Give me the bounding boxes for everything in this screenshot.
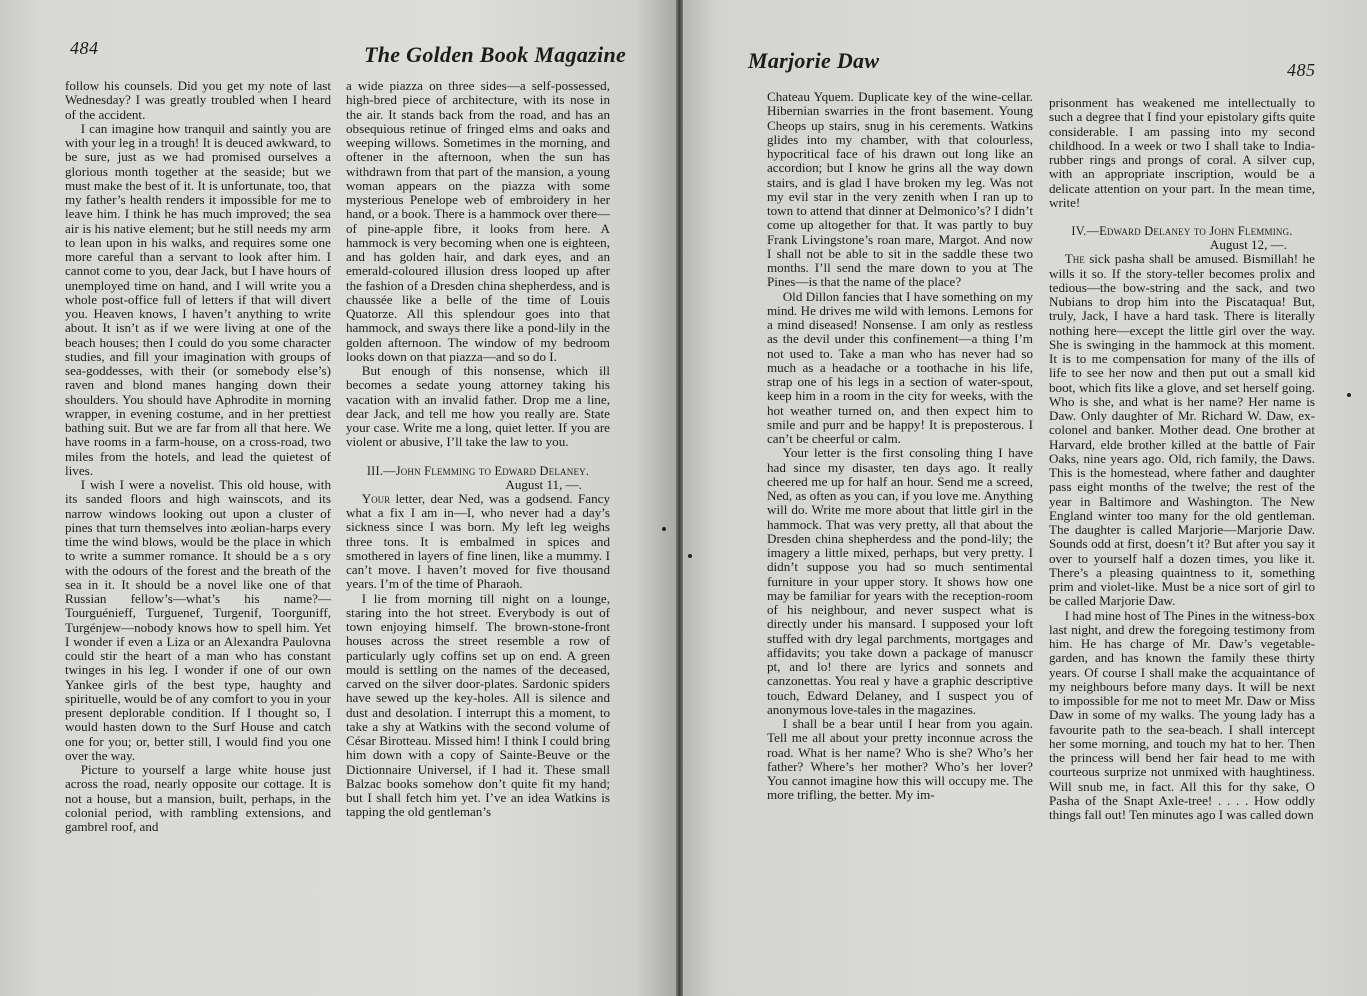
page-mark [662, 527, 666, 531]
paragraph-text: letter, dear Ned, was a godsend. Fancy what a fix I am in—I, who never had a day’s sickness since I was born. My left leg weighs three tons. It is embalmed in spices and smothered in layers of fine linen, like a mummy. I can’t move. I haven’t moved for five thousand years. I’m of the time of Pharaoh. [346, 490, 610, 592]
letter-dateline: August 11, —. [505, 476, 582, 492]
paragraph-text: I lie from morning till night on a lounge, staring into the hot street. Everybody is out of town enjoying himself. The brown-stone-front houses across the street resemble a row of particularly ugly coffins set up on end. A green mould is settling on the names of the deceased, carved on the silver door-plates. Sardonic spiders have sewed up the key-holes. All is silence and dust and desolation. I interrupt this a moment, to take a shy at Watkins with the second volume of César Birotteau. Missed him! I think I could bring him down with a copy of Sainte-Beuve or the Dictionnaire Universel, if I had it. These small Balzac books somehow don’t quite fit my hand; but I shall fetch him yet. I’ve an idea Watkins is tapping the old gentleman’s [346, 590, 610, 820]
paragraph-group [1049, 252, 1315, 822]
paragraph [767, 290, 1033, 447]
paragraph [1049, 609, 1315, 823]
left-page [0, 0, 676, 996]
paragraph-text: Your letter is the first consoling thing I have had since my disaster, ten days ago. It really cheered me up for half an hour. Send me a screed, Ned, as often as you can, if you love me. Anything will do. Write me more about that little girl in the hammock. That was very pretty, all that about the Dresden china shepherdess and the pond-lily; the imagery a little mixed, perhaps, but very pretty. I didn’t suppose you had so much sentimental furniture in your upper story. It shows how one may be familiar for years with the reception-room of his neighbour, and never suspect what is directly under his mansard. I supposed your loft stuffed with dry legal parchments, mortgages and affidavits; you take down a package of manuscr pt, and lo! there are lyrics and sonnets and canzonettas. You real y have a graphic descriptive touch, Edward Delaney, and I suspect you of anonymous love-tales in the magazines. [767, 445, 1033, 717]
paragraph-text: prisonment has weakened me intellectually to such a degree that I find your epistolary gifts quite considerable. I am passing into my second childhood. In a week or two I shall take to India-rubber rings and prongs of coral. A silver cup, with an appropriate inscription, would be a delicate attention on your part. In the mean time, write! [1049, 95, 1315, 210]
paragraph [767, 90, 1033, 290]
paragraph [346, 364, 610, 450]
paragraph [346, 79, 610, 364]
paragraph-text: But enough of this nonsense, which ill becomes a sedate young attorney taking his vacation with an invalid father. Drop me a line, dear Jack, and tell me how you really are. State your case. Write me a long, quiet letter. If you are violent or abusive, I’ll take the law to you. [346, 363, 610, 450]
paragraph [1049, 96, 1315, 210]
right-column-2 [1049, 96, 1315, 822]
paragraph-text: I can imagine how tranquil and saintly you are with your leg in a trough! It is deuced awkward, to be sure, just as we had promised ourselves a glorious month together at the seaside; but we must make the best of it. It is unfortunate, too, that my father’s health renders it impossible for me to leave him. I think he has much improved; the sea air is his native element; but he still needs my arm to lean upon in his walks, and requires some one more careful than a servant to look after him. I cannot come to you, dear Jack, but I have hours of unemployed time on hand, and I will write you a whole post-office full of letters if that will divert you. Heaven knows, I haven’t anything to write about. It isn’t as if we were living at one of the beach houses; then I could do you some character studies, and fill your imagination with groups of sea-goddesses, with their (or somebody else’s) raven and blond manes hanging down their shoulders. You should have Aphrodite in morning wrapper, in evening costume, and in her prettiest bathing suit. But we are far from all that here. We have rooms in a farm-house, on a cross-road, two miles from the hotels, and lead the quietest of lives. [65, 120, 331, 478]
paragraph-text: I had mine host of The Pines in the witness-box last night, and drew the foregoing testimony from him. He has charge of Mr. Daw’s vegetable-garden, and has known the family these thirty years. Of course I shall make the acquaintance of my neighbours before many days. It will be next to impossible for me not to meet Mr. Daw or Miss Daw in some of my walks. The young lady has a favourite path to the sea-beach. I shall intercept her some morning, and touch my hat to her. Then the princess will bend her fair head to me with courteous surprize not unmixed with haughtiness. Will snub me, in fact. All this for thy sake, O Pasha of the Snapt Axle-tree! . . . . How oddly things fall out! Ten minutes ago I was called down [1049, 607, 1315, 822]
lead-word: Your [361, 490, 391, 506]
left-column-1 [65, 79, 331, 834]
paragraph-text: a wide piazza on three sides—a self-possessed, high-bred piece of architecture, with its nose in the air. It stands back from the road, and has an obsequious retinue of fringed elms and oaks and weeping willows. Sometimes in the morning, and oftener in the afternoon, when the sun has withdrawn from that part of the mansion, a young woman appears on the piazza with some mysterious Penelope web of embroidery in her hand, or a book. There is a hammock over there—of pine-apple fibre, it looks from here. A hammock is very becoming when one is eighteen, and has golden hair, and dark eyes, and an emerald-coloured illusion dress looped up after the fashion of a Dresden china shepherdess, and is chaussée like a belle of the time of Louis Quatorze. All this splendour goes into that hammock, and sways there like a pond-lily in the golden afternoon. The window of my bedroom looks down on that piazza—and so do I. [346, 78, 610, 364]
paragraph-group [346, 79, 610, 450]
paragraph-text: I shall be a bear until I hear from you again. Tell me all about your pretty inconnue across the road. What is her name? Who is she? Who’s her father? Where’s her mother? Who’s her lover? You cannot imagine how this will occupy me. The more trifling, the better. My im- [767, 716, 1033, 803]
paragraph [65, 763, 331, 834]
right-column-1 [767, 90, 1033, 803]
book-gutter [676, 0, 683, 996]
paragraph-text: Chateau Yquem. Duplicate key of the wine-cellar. Hibernian swarries in the front basement. Young Cheops up stairs, snug in his cerements. Watkins glides into my chamber, with that colourless, hypocritical face of his drawn out long like an accordion; but I know he grins all the way down stairs, and is glad I have broken my leg. Was not my evil star in the very zenith when I ran up to town to attend that dinner at Delmonico’s? I didn’t come up altogether for that. It was partly to buy Frank Livingstone’s roan mare, Margot. And now I shall not be able to sit in the saddle these two months. I’ll send the mare down to you at The Pines—is that the name of the place? [767, 89, 1033, 290]
letter-heading: IV.—Edward Delaney to John Flemming. [1071, 224, 1293, 238]
page-mark [1347, 393, 1351, 397]
left-column-2 [346, 79, 610, 820]
paragraph-text: Picture to yourself a large white house just across the road, nearly opposite our cottage. It is not a house, but a mansion, built, perhaps, in the colonial period, with rambling extensions, and gambrel roof, and [65, 762, 331, 834]
paragraph-group [1049, 96, 1315, 210]
paragraph [346, 592, 610, 820]
right-page [683, 0, 1367, 996]
running-head-right: Marjorie Daw [748, 48, 880, 73]
paragraph [65, 122, 331, 478]
paragraph-text: sick pasha shall be amused. Bismillah! he wills it so. If the story-teller becomes prolix and tedious—the bow-string and the sack, and two Nubians to drop him into the Piscataqua! But, truly, Jack, I have a hard task. There is literally nothing here—except the little girl over the way. She is swinging in the hammock at this moment. It is to me compensation for many of the ills of life to see her now and then put out a small kid boot, which fits like a glove, and set herself going. Who is she, and what is her name? Her name is Daw. Only daughter of Mr. Richard W. Daw, ex-colonel and banker. Mother dead. One brother at Harvard, elde brother killed at the battle of Fair Oaks, nine years ago. Old, rich family, the Daws. This is the homestead, where father and daughter pass eight months of the twelve; the rest of the year in Baltimore and Washington. The New England winter too many for the old gentleman. The daughter is called Marjorie—Marjorie Daw. Sounds odd at first, doesn’t it? But after you say it over to yourself half a dozen times, you like it. There’s a pleasing quaintness to it, something prim and violet-like. Must be a nice sort of girl to be called Marjorie Daw. [1049, 251, 1315, 609]
letter-dateline: August 12, —. [1209, 237, 1287, 252]
paragraph-text: Old Dillon fancies that I have something on my mind. He drives me wild with lemons. Lemons for a mind diseased! Nonsense. I am only as restless as the devil under this confinement—a thing I’m not used to. Take a man who has never had so much as a headache or a toothache in his life, strap one of his legs in a section of water-spout, keep him in a room in the city for weeks, with the hot weather turned on, and then expect him to smile and purr and be happy! It is preposterous. I can’t be cheerful or calm. [767, 288, 1033, 446]
page-mark [688, 554, 692, 558]
paragraph [767, 446, 1033, 717]
paragraph-text: follow his counsels. Did you get my note of last Wednesday? I was greatly troubled when I heard of the accident. [65, 78, 331, 122]
paragraph [65, 79, 331, 122]
running-head-left: The Golden Book Magazine [364, 42, 627, 67]
paragraph-text: I wish I were a novelist. This old house, with its sanded floors and high wainscots, and its narrow windows looking out upon a cluster of pines that turn themselves into æolian-harps every time the wind blows, would be the place in which to write a summer romance. It should be a s ory with the odours of the forest and the breath of the sea in it. It should be a novel like one of that Russian fellow’s—what’s his name?—Tourguénieff, Turguenef, Turgenif, Toorguniff, Turgénjew—nobody knows how to spell him. Yet I wonder if even a Liza or an Alexandra Paulovna could stir the heart of a man who has constant twinges in his leg. I wonder if one of our own Yankee girls of the best type, haughty and spirituelle, would be of any comfort to you in your present deplorable condition. If I thought so, I would hasten down to the Surf House and catch one for you; or, better still, I would find you one over the way. [65, 477, 331, 763]
paragraph [346, 492, 610, 592]
paragraph-group [65, 79, 331, 834]
page-number-right: 485 [1287, 60, 1316, 80]
paragraph [1049, 252, 1315, 608]
lead-word: The [1064, 251, 1085, 267]
letter-heading: III.—John Flemming to Edward Delaney. [366, 463, 590, 478]
paragraph-group [346, 492, 610, 820]
page-number-left: 484 [70, 38, 99, 58]
paragraph-group [767, 90, 1033, 803]
paragraph [767, 717, 1033, 803]
paragraph [65, 478, 331, 763]
